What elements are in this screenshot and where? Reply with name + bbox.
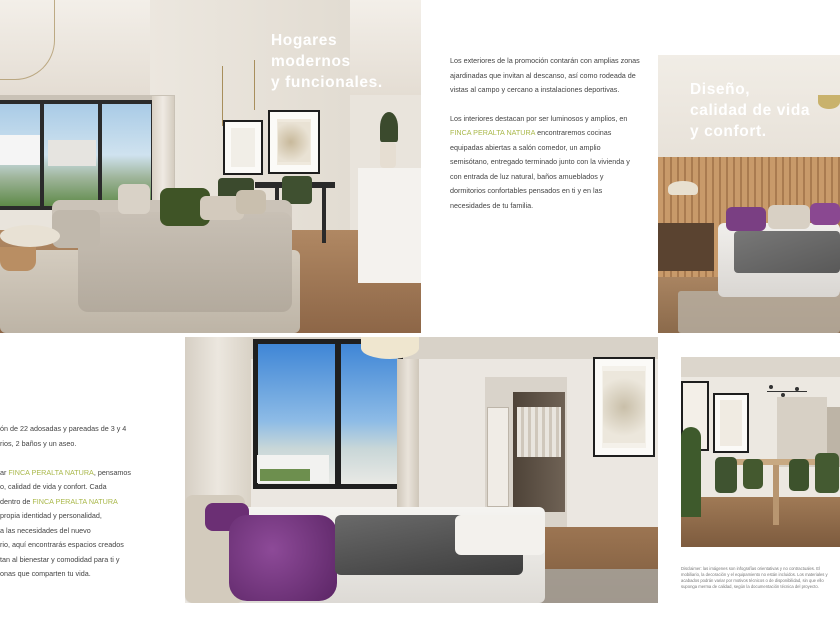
pillow (229, 515, 337, 601)
text-line: propia identidad y personalidad, (0, 511, 102, 520)
bedroom-photo (658, 55, 840, 333)
heading-line: Diseño, (690, 81, 751, 98)
heading-line: y funcionales. (271, 74, 383, 91)
disclaimer-text: Disclaimer: las imágenes son infografías orientativas y no contractuales. El mobiliario, la decoración y el equipamiento no están incluidos. Los materiales y acabados podrán variar por motivos técnicos o de disponibilidad, sin que ello suponga merma de calidad, según la documentación técnica del proyecto. (681, 566, 828, 589)
text-line: o, calidad de vida y confort. Cada (0, 482, 107, 491)
text-line: ón de 22 adosadas y pareadas de 3 y 4 (0, 424, 127, 433)
text-column-top (450, 54, 640, 213)
section-heading (271, 30, 383, 93)
artwork-frame (223, 120, 263, 175)
master-bedroom-photo (185, 337, 658, 603)
text-line: onas que comparten tu vida. (0, 569, 91, 578)
section-heading (690, 79, 810, 142)
heading-line: Hogares (271, 32, 338, 49)
text-line: rios, 2 baños y un aseo. (0, 438, 77, 448)
dining-room-photo (681, 357, 840, 547)
brand-name: FINCA PERALTA NATURA (450, 128, 536, 137)
heading-line: y confort. (690, 123, 767, 140)
heading-line: modernos (271, 53, 351, 70)
artwork-frame (713, 393, 749, 453)
living-room-photo (0, 0, 421, 333)
text-line: tan al bienestar y comodidad para ti y (0, 554, 120, 564)
brand-name: FINCA PERALTA NATURA (32, 496, 118, 506)
text-line (0, 451, 180, 466)
text-column-bottom (0, 422, 180, 582)
text-line: a las necesidades del nuevo (0, 525, 91, 535)
intro-paragraph: Los exteriores de la promoción contarán con amplias zonas ajardinadas que invitan al descanso, así como rodeada de vistas al campo y cercano a instalaciones deportivas. (450, 56, 640, 94)
text-line: dentro de FINCA PERALTA NATURA (0, 496, 118, 506)
text-line: rio, aquí encontrarás espacios creados (0, 540, 124, 549)
text-line: ar FINCA PERALTA NATURA, pensamos (0, 467, 132, 477)
interiors-paragraph: Los interiores destacan por ser luminosos y amplios, en FINCA PERALTA NATURA encontraremos cocinas equipadas abiertas a salón comedor, un amplio semisótano, entregado terminado junto con la vivienda y con entrada de luz natural, baños amueblados y dormitorios confortables pensados en ti y en las necesidades de tu familia. (450, 113, 630, 210)
brand-name: FINCA PERALTA NATURA (8, 467, 94, 477)
heading-line: calidad de vida (690, 102, 811, 119)
